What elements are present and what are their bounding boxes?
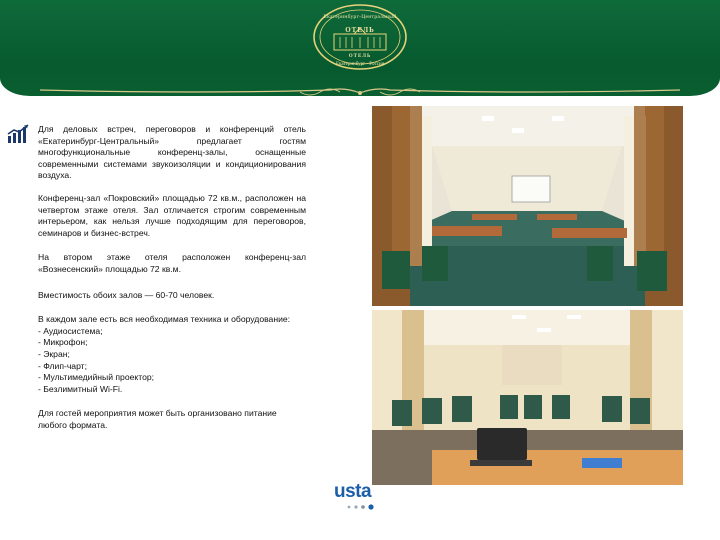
equipment-list bbox=[38, 326, 306, 396]
list-item: - Мультимедийный проектор; bbox=[38, 372, 306, 384]
logo-bottom-text: Екатеринбург · Россия bbox=[335, 62, 385, 67]
description-column bbox=[38, 124, 306, 431]
pokrovsky-hall-paragraph: Конференц-зал «Покровский» площадью 72 кв.м., расположен на четвертом этаже отеля. Зал отличается строгим современным интерьером, как нельзя лучше подходящим для переговоров, семинаров и бизнес-встреч. bbox=[38, 192, 306, 238]
logo-top-text: Екатеринбург-Центральный bbox=[323, 14, 397, 20]
chart-icon bbox=[7, 124, 31, 144]
intro-paragraph: Для деловых встреч, переговоров и конференций отель «Екатеринбург-Центральный» предлагает гостям многофункциональные конференц-залы, оснащенные современными системами звукоизоляции и кондиционирования воздуха. bbox=[38, 124, 306, 181]
logo-name-text: ОТЕЛЬ bbox=[348, 54, 372, 59]
equipment-intro: В каждом зале есть вся необходимая техника и оборудование: bbox=[38, 314, 291, 325]
conference-hall-photo bbox=[372, 106, 683, 306]
ornament-divider bbox=[0, 84, 720, 102]
usta-logo: usta bbox=[334, 481, 372, 502]
voznesensky-hall-paragraph: На втором этаже отеля расположен конференц-зал «Вознесенский» площадью 72 кв.м. bbox=[38, 252, 306, 274]
list-item: - Аудиосистема; bbox=[38, 326, 306, 338]
list-item: - Экран; bbox=[38, 349, 306, 361]
logo-mid-text: ОТЕЛЬ bbox=[345, 26, 375, 34]
list-item: - Безлимитный Wi-Fi. bbox=[38, 384, 306, 396]
theater-hall-photo bbox=[372, 310, 683, 485]
list-item: - Микрофон; bbox=[38, 337, 306, 349]
list-item: - Флип-чарт; bbox=[38, 361, 306, 373]
usta-logo-dots bbox=[346, 503, 382, 511]
capacity-paragraph: Вместимость обоих залов — 60-70 человек. bbox=[38, 289, 215, 300]
catering-paragraph: Для гостей мероприятия может быть организовано питание любого формата. bbox=[38, 408, 277, 430]
